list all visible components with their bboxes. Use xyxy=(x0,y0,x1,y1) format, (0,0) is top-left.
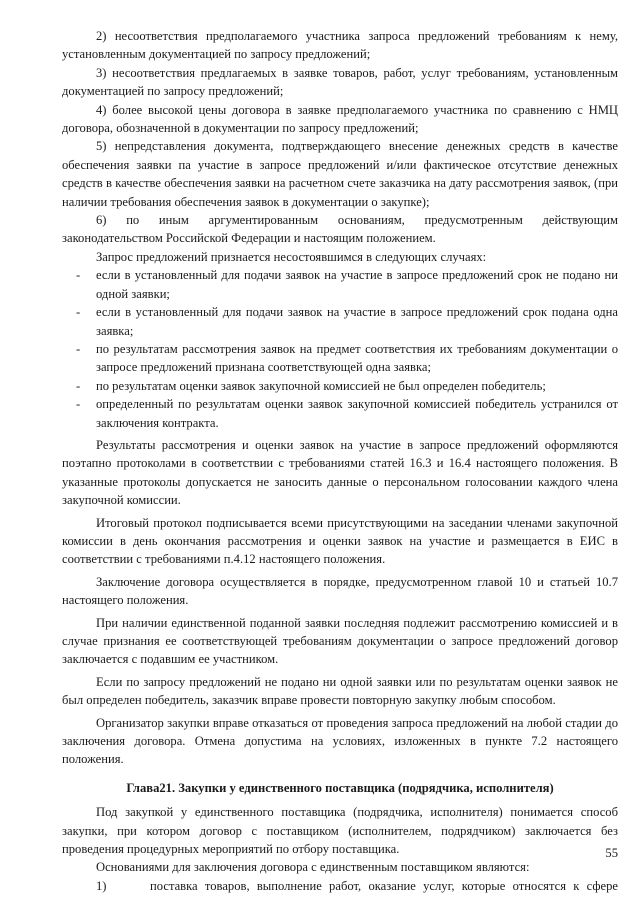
chapter-heading: Глава21. Закупки у единственного поставщика (подрядчика, исполнителя) xyxy=(126,780,554,795)
paragraph-cancellation: Организатор закупки вправе отказаться от проведения запроса предложений на любой стадии до заключения договора. Отмена допустима на условиях, изложенных в пункте 7.2 настоящего положения. xyxy=(62,715,618,767)
bullet-dash: - xyxy=(76,305,81,320)
paragraph-grounds-intro: Основаниями для заключения договора с единственным поставщиком являются: xyxy=(96,860,530,875)
paragraph-item-6: 6) по иным аргументированным основаниям, предусмотренным действующим законодательством Российской Федерации и настоящим положением. xyxy=(62,213,618,246)
list-item: - по результатам рассмотрения заявок на предмет соответствия их требованиям документации о запросе предложений признана соответствующей одна заявка; xyxy=(76,341,618,375)
bullet-dash: - xyxy=(76,378,81,393)
bullet-dash: - xyxy=(76,397,81,412)
ground-text: поставка товаров, выполнение работ, оказание услуг, которые относятся к сфере xyxy=(150,878,618,893)
paragraph-item-4: 4) более высокой цены договора в заявке предполагаемого участника по сравнению с НМЦ договора, обозначенной в документации по запросу предложений; xyxy=(62,102,618,136)
paragraph-repeat-purchase: Если по запросу предложений не подано ни одной заявки или по результатам оценки заявок не был определен победитель, заказчик вправе провести повторную закупку любым способом. xyxy=(62,674,618,708)
bullet-dash: - xyxy=(76,341,81,356)
list-item: - по результатам оценки заявок закупочной комиссией не был определен победитель; xyxy=(62,377,618,395)
list-item: - определенный по результатам оценки заявок закупочной комиссией победитель устранился от заключения контракта. xyxy=(76,397,618,430)
paragraph-item-3: 3) несоответствия предлагаемых в заявке товаров, работ, услуг требованиям, установленным документацией по запросу предложений; xyxy=(62,65,618,99)
failed-intro: Запрос предложений признается несостоявшимся в следующих случаях: xyxy=(96,249,487,264)
list-item: - если в установленный для подачи заявок на участие в запросе предложений срок подана одна заявка; xyxy=(76,305,618,338)
paragraph-single-application: При наличии единственной поданной заявки последняя подлежит рассмотрению комиссией и в случае признания ее соответствующей требованиям документации о запросе предложений договор заключается с подавшим ее участником. xyxy=(62,615,618,667)
page-number: 55 xyxy=(605,846,618,860)
paragraph-item-2: 2) несоответствия предполагаемого участника запроса предложений требованиям к нему, установленным документацией по запросу предложений; xyxy=(62,29,618,62)
paragraph-contract-conclusion: Заключение договора осуществляется в порядке, предусмотренном главой 10 и статьей 10.7 настоящего положения. xyxy=(62,574,618,608)
failed-cases-list xyxy=(62,266,618,432)
bullet-dash: - xyxy=(76,268,81,283)
ground-number: 1) xyxy=(96,878,107,893)
paragraph-final-protocol: Итоговый протокол подписывается всеми присутствующими на заседании членами закупочной комиссии в день окончания рассмотрения и оценки заявок на участие и размещается в ЕИС в соответствии с требованиями п.4.12 настоящего положения. xyxy=(62,515,618,567)
paragraph-item-5: 5) непредставления документа, подтверждающего внесение денежных средств в качестве обеспечения заявки па участие в запросе предложений и/или фактическое отсутствие денежных средств в качестве обеспечения заявки на расчетном счете заказчика на дату рассмотрения заявок, (при наличии требования обеспечения заявок в документации о закупке); xyxy=(62,139,618,209)
paragraph-results: Результаты рассмотрения и оценки заявок на участие в запросе предложений оформляются поэтапно протоколами в соответствии с требованиями статей 16.3 и 16.4 настоящего положения. В указанные протоколы допускается не заносить данные о персональном голосовании каждого члена закупочной комиссии. xyxy=(62,437,618,508)
ground-item-1 xyxy=(62,877,618,895)
list-item: - если в установленный для подачи заявок на участие в запросе предложений срок не подано ни одной заявки; xyxy=(76,268,618,301)
paragraph-definition: Под закупкой у единственного поставщика (подрядчика, исполнителя) понимается способ закупки, при котором договор с поставщиком (исполнителем, подрядчиком) заключается без проведения процедурных мероприятий по отбору поставщика. xyxy=(62,805,618,857)
